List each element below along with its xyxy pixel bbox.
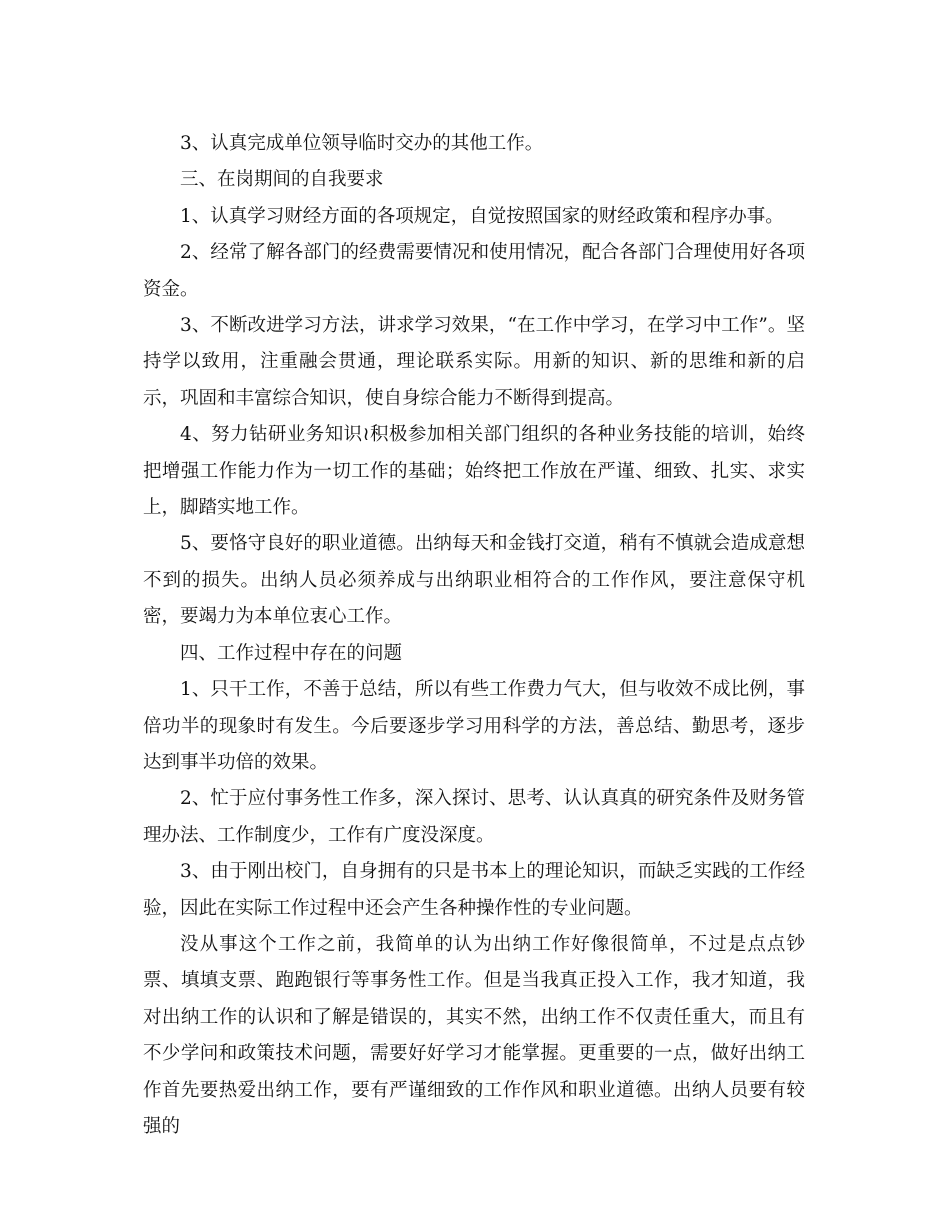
paragraph-reflection: 没从事这个工作之前，我简单的认为出纳工作好像很简单，不过是点点钞票、填填支票、跑跑银行等事务性工作。但是当我真正投入工作，我才知道，我对出纳工作的认识和了解是错误的，其实不然，出纳工作不仅责任重大，而且有不少学问和政策技术问题，需要好好学习才能掌握。更重要的一点，做好出纳工作首先要热爱出纳工作，要有严谨细致的工作作风和职业道德。出纳人员要有较强的 xyxy=(143,933,805,1137)
section-heading-self-requirements: 三、在岗期间的自我要求 xyxy=(180,169,384,191)
paragraph-requirement-2: 2、经常了解各部门的经费需要情况和使用情况，配合各部门合理使用好各项资金。 xyxy=(143,242,805,300)
paragraph-problem-3: 3、由于刚出校门，自身拥有的只是书本上的理论知识，而缺乏实践的工作经验，因此在实际工作过程中还会产生各种操作性的专业问题。 xyxy=(143,861,805,919)
paragraph-problem-1: 1、只干工作，不善于总结，所以有些工作费力气大，但与收效不成比例，事倍功半的现象时有发生。今后要逐步学习用科学的方法，善总结、勤思考，逐步达到事半功倍的效果。 xyxy=(143,679,805,773)
paragraph-requirement-4: 4、努力钻研业务知识≀积极参加相关部门组织的各种业务技能的培训，始终把增强工作能力作为一切工作的基础；始终把工作放在严谨、细致、扎实、求实上，脚踏实地工作。 xyxy=(143,424,805,519)
paragraph-requirement-3: 3、不断改进学习方法，讲求学习效果，“在工作中学习，在学习中工作”。坚持学以致用，注重融会贯通，理论联系实际。用新的知识、新的思维和新的启示，巩固和丰富综合知识，使自身综合能力不断得到提高。 xyxy=(143,315,805,409)
paragraph-requirement-5: 5、要恪守良好的职业道德。出纳每天和金钱打交道，稍有不慎就会造成意想不到的损失。出纳人员必须养成与出纳职业相符合的工作作风，要注意保守机密，要竭力为本单位衷心工作。 xyxy=(143,533,805,628)
document-body xyxy=(143,126,805,1145)
section-heading-problems: 四、工作过程中存在的问题 xyxy=(180,642,403,664)
paragraph-problem-2: 2、忙于应付事务性工作多，深入探讨、思考、认认真真的研究条件及财务管理办法、工作制度少，工作有广度没深度。 xyxy=(143,788,805,846)
paragraph-task-3: 3、认真完成单位领导临时交办的其他工作。 xyxy=(180,133,544,154)
paragraph-requirement-1: 1、认真学习财经方面的各项规定，自觉按照国家的财经政策和程序办事。 xyxy=(180,205,784,227)
